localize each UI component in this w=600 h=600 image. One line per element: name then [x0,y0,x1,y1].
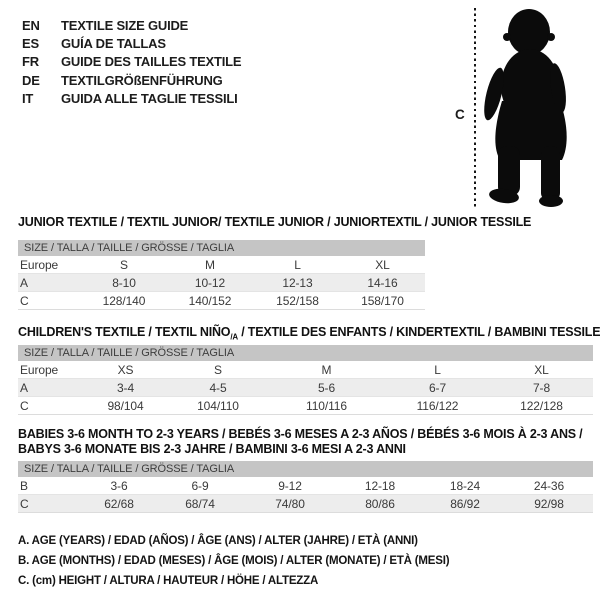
table-cell: 128/140 [102,293,146,308]
table-cell: 92/98 [534,496,564,511]
babies-title-line1: BABIES 3-6 MONTH TO 2-3 YEARS / BEBÉS 3-6 MESES A 2-3 AÑOS / BÉBÉS 3-6 MOIS À 2-3 ANS / [18,427,583,441]
table-cell: XS [117,362,134,377]
table-cell: 80/86 [365,496,395,511]
table-cell: 122/128 [520,398,563,413]
baby-leg-right [541,146,560,201]
guide-title: TEXTILE SIZE GUIDE [61,17,189,33]
babies-table-title [18,427,588,457]
row-label: C [20,496,29,511]
language-code: IT [22,91,34,107]
guide-title: GUÍA DE TALLAS [61,36,166,52]
baby-ear-left [503,33,511,41]
language-title-list [22,16,241,108]
table-row-height [18,292,425,310]
baby-foot-right [539,195,563,207]
language-row-de [22,71,241,89]
children-title-subscript: /A [230,332,238,342]
baby-ear-right [547,33,555,41]
table-cell: 18-24 [449,478,481,493]
table-cell: 7-8 [532,380,551,395]
table-cell: 6-7 [428,380,447,395]
language-code: EN [22,17,40,33]
table-cell: S [214,362,222,377]
row-label: B [20,478,28,493]
table-cell: 110/116 [306,398,347,413]
table-cell: 116/122 [416,398,459,413]
legend-note-a: A. AGE (YEARS) / EDAD (AÑOS) / ÂGE (ANS) / ALTER (JAHRE) / ETÀ (ANNI) [18,535,418,547]
language-row-es [22,34,241,52]
table-cell: 14-16 [367,275,398,290]
row-label: Europe [20,257,59,272]
table-cell: XL [375,257,390,272]
height-measure-dotted-line [474,8,476,208]
table-cell: 3-4 [116,380,135,395]
children-title-suffix: / TEXTILE DES ENFANTS / KINDERTEXTIL / BAMBINI TESSILE [237,325,600,339]
guide-title: TEXTILGRÖßENFÜHRUNG [61,72,223,88]
table-cell: L [434,362,441,377]
table-cell: 6-9 [191,478,209,493]
table-cell: 68/74 [185,496,215,511]
table-cell: 86/92 [450,496,480,511]
table-row-height [18,495,593,513]
baby-head [508,9,550,55]
height-measure-label: C [455,107,465,122]
table-row-height [18,397,593,415]
language-row-en [22,16,241,34]
table-cell: S [120,257,128,272]
table-cell: M [321,362,332,377]
table-row-age-months [18,477,593,495]
babies-size-table [18,461,593,513]
legend-notes [18,531,449,591]
table-cell: 12-13 [282,275,313,290]
row-label: Europe [20,362,59,377]
row-label: C [20,293,29,308]
table-cell: 9-12 [278,478,302,493]
baby-leg-left [498,146,520,196]
language-code: DE [22,72,40,88]
table-cell: 5-6 [317,380,336,395]
table-cell: 140/152 [188,293,232,308]
table-cell: 3-6 [110,478,128,493]
table-cell: 62/68 [104,496,134,511]
table-row-europe [18,361,593,379]
table-cell: 24-36 [533,478,565,493]
legend-note-c: C. (cm) HEIGHT / ALTURA / HAUTEUR / HÖHE / ALTEZZA [18,575,319,587]
row-label: C [20,398,29,413]
table-cell: 12-18 [364,478,396,493]
table-row-europe [18,256,425,274]
babies-title-line2: BABYS 3-6 MONATE BIS 2-3 JAHRE / BAMBINI 3-6 MESI A 2-3 ANNI [18,442,406,456]
table-cell: 104/110 [197,398,239,413]
table-cell: M [205,257,215,272]
size-header-band: SIZE / TALLA / TAILLE / GRÖSSE / TAGLIA [18,345,593,361]
size-header-band: SIZE / TALLA / TAILLE / GRÖSSE / TAGLIA [18,461,593,477]
children-size-table [18,345,593,415]
row-label: A [20,275,28,290]
size-header-band: SIZE / TALLA / TAILLE / GRÖSSE / TAGLIA [18,240,425,256]
table-cell: 152/158 [276,293,319,308]
table-cell: 4-5 [209,380,227,395]
table-cell: 8-10 [112,275,136,290]
table-row-age [18,274,425,292]
junior-table-title: JUNIOR TEXTILE / TEXTIL JUNIOR/ TEXTILE JUNIOR / JUNIORTEXTIL / JUNIOR TESSILE [18,215,532,229]
row-label: A [20,380,28,395]
guide-title: GUIDE DES TAILLES TEXTILE [61,54,242,70]
guide-title: GUIDA ALLE TAGLIE TESSILI [61,91,238,107]
table-cell: L [294,257,301,272]
language-code: ES [22,36,39,52]
table-cell: 158/170 [361,293,404,308]
legend-note-b: B. AGE (MONTHS) / EDAD (MESES) / ÂGE (MOIS) / ALTER (MONATE) / ETÀ (MESI) [18,555,450,567]
table-cell: 74/80 [275,496,305,511]
language-row-it [22,90,241,108]
table-cell: 98/104 [107,398,144,413]
baby-silhouette-image [482,6,600,211]
table-cell: 10-12 [194,275,226,290]
language-row-fr [22,53,241,71]
table-row-age [18,379,593,397]
junior-size-table [18,240,425,310]
table-cell: XL [534,362,549,377]
language-code: FR [22,54,39,70]
children-title-prefix: CHILDREN'S TEXTILE / TEXTIL NIÑO [18,325,231,339]
children-table-title [18,325,600,342]
